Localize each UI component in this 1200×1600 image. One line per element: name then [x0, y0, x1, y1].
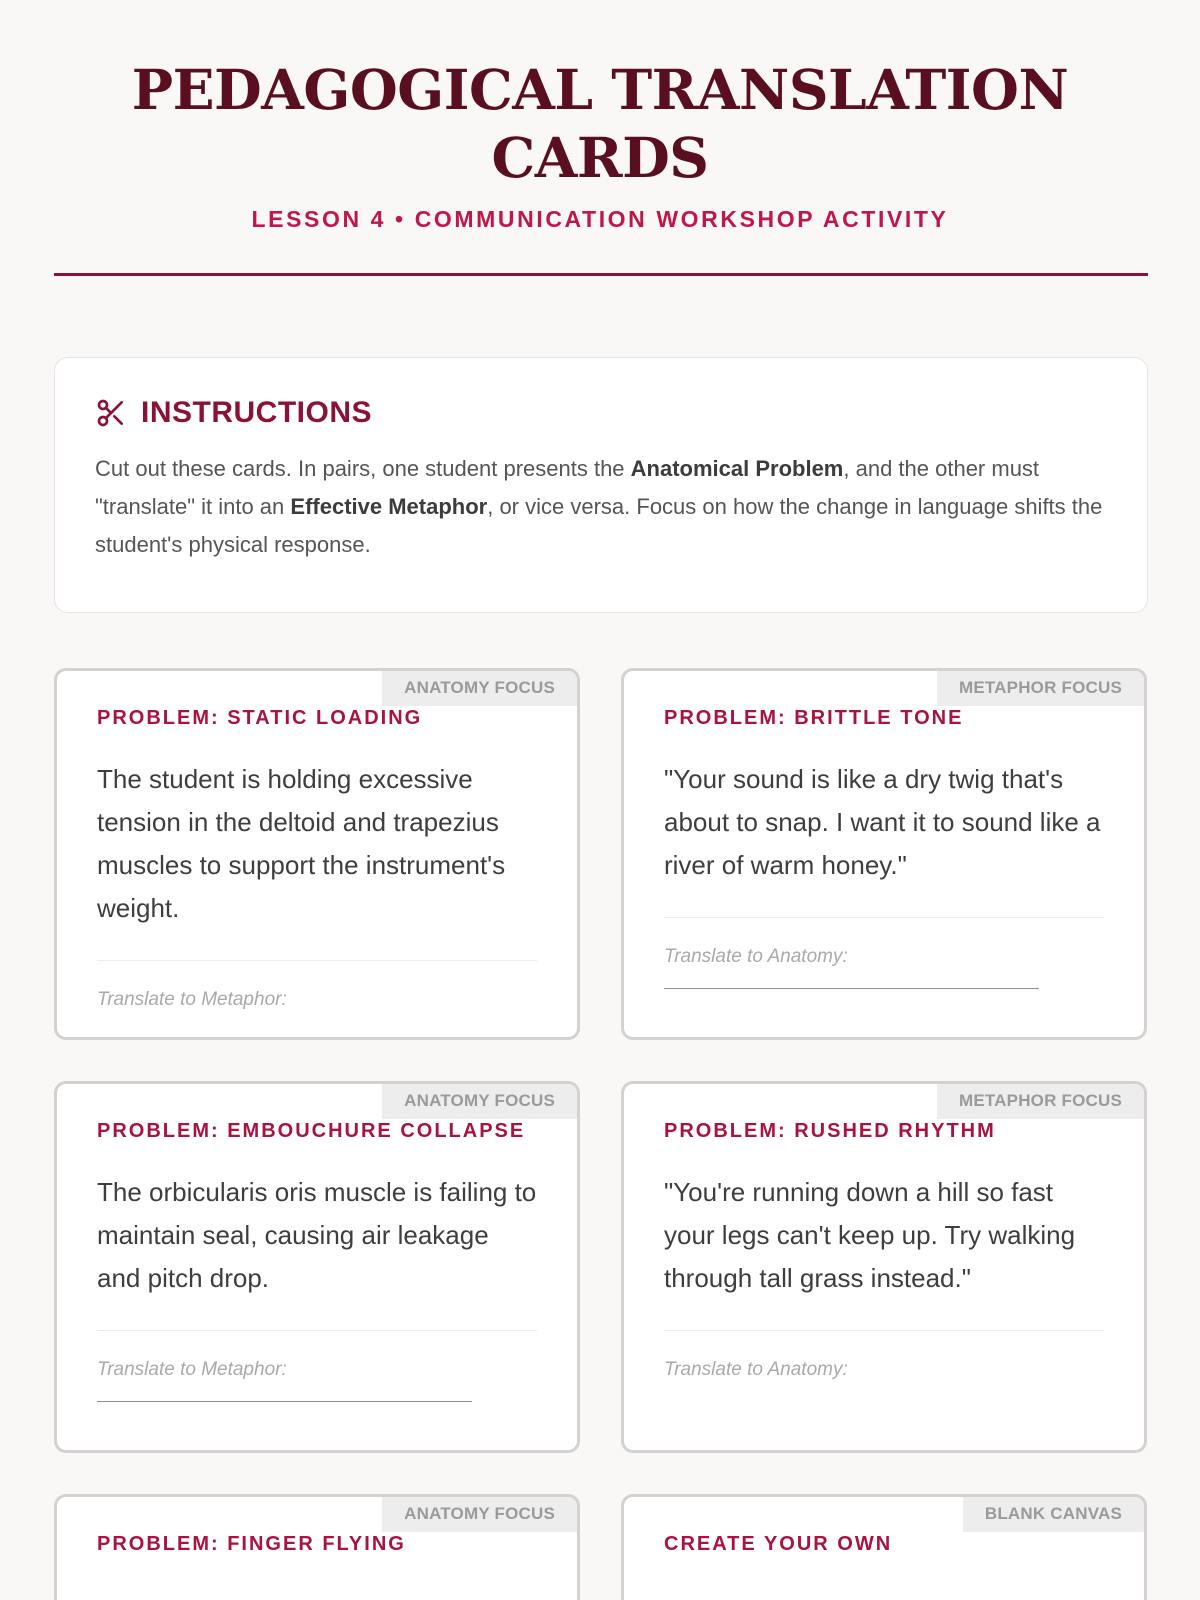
- instructions-text: [95, 450, 1107, 564]
- card-translate-prompt: Translate to Anatomy:: [664, 1359, 848, 1380]
- card-description: The orbicularis oris muscle is failing to maintain seal, causing air leakage and pitch drop.: [97, 1177, 537, 1293]
- card-divider: [664, 1330, 1104, 1331]
- card-description: "Your sound is like a dry twig that's about to snap. I want it to sound like a river of warm honey.": [664, 764, 1101, 880]
- instructions-text-part: Cut out these cards. In pairs, one student presents the: [95, 456, 631, 481]
- card-title: PROBLEM: FINGER FLYING: [97, 1533, 406, 1555]
- translation-card: [54, 1494, 580, 1600]
- header-divider: [54, 273, 1148, 276]
- translation-card: [621, 1081, 1147, 1453]
- answer-line[interactable]: [664, 988, 1039, 989]
- card-focus-tag: BLANK CANVAS: [963, 1497, 1144, 1532]
- instructions-bold-metaphor: Effective Metaphor: [290, 494, 488, 519]
- card-divider: [664, 917, 1104, 918]
- translation-card: [54, 1081, 580, 1453]
- card-translate-prompt: Translate to Metaphor:: [97, 1359, 287, 1380]
- card-focus-tag: METAPHOR FOCUS: [937, 671, 1144, 706]
- card-divider: [97, 960, 537, 961]
- instructions-title: INSTRUCTIONS: [141, 396, 372, 429]
- card-focus-tag: ANATOMY FOCUS: [382, 1084, 577, 1119]
- card-focus-tag: ANATOMY FOCUS: [382, 671, 577, 706]
- card-description: The student is holding excessive tension in the deltoid and trapezius muscles to support the instrument's weight.: [97, 764, 506, 923]
- instructions-header: [95, 396, 1107, 430]
- scissors-icon: [95, 397, 127, 429]
- instructions-panel: [54, 357, 1148, 613]
- card-title: PROBLEM: RUSHED RHYTHM: [664, 1120, 996, 1142]
- card-description: "You're running down a hill so fast your legs can't keep up. Try walking through tall grass instead.": [664, 1177, 1076, 1293]
- card-divider: [97, 1330, 537, 1331]
- page-header: [0, 0, 1200, 233]
- card-title: PROBLEM: BRITTLE TONE: [664, 707, 964, 729]
- card-title: PROBLEM: STATIC LOADING: [97, 707, 423, 729]
- translation-card: [54, 668, 580, 1040]
- translation-card: [621, 668, 1147, 1040]
- card-focus-tag: METAPHOR FOCUS: [937, 1084, 1144, 1119]
- card-focus-tag: ANATOMY FOCUS: [382, 1497, 577, 1532]
- answer-line[interactable]: [97, 1401, 472, 1402]
- card-translate-prompt: Translate to Metaphor:: [97, 989, 287, 1010]
- instructions-text-part: , or vice versa. Focus on how the change in language shifts the student's physical response.: [95, 494, 1103, 557]
- card-title: PROBLEM: EMBOUCHURE COLLAPSE: [97, 1120, 526, 1142]
- instructions-bold-anatomical: Anatomical Problem: [630, 456, 844, 481]
- blank-canvas-card: [621, 1494, 1147, 1600]
- instructions-text-part: , and the other must "translate" it into an: [95, 456, 1040, 519]
- card-title: CREATE YOUR OWN: [664, 1533, 893, 1555]
- card-translate-prompt: Translate to Anatomy:: [664, 946, 848, 967]
- page-title: PEDAGOGICAL TRANSLATION CARDS: [131, 57, 1069, 190]
- page-subtitle: LESSON 4 • COMMUNICATION WORKSHOP ACTIVITY: [251, 206, 949, 232]
